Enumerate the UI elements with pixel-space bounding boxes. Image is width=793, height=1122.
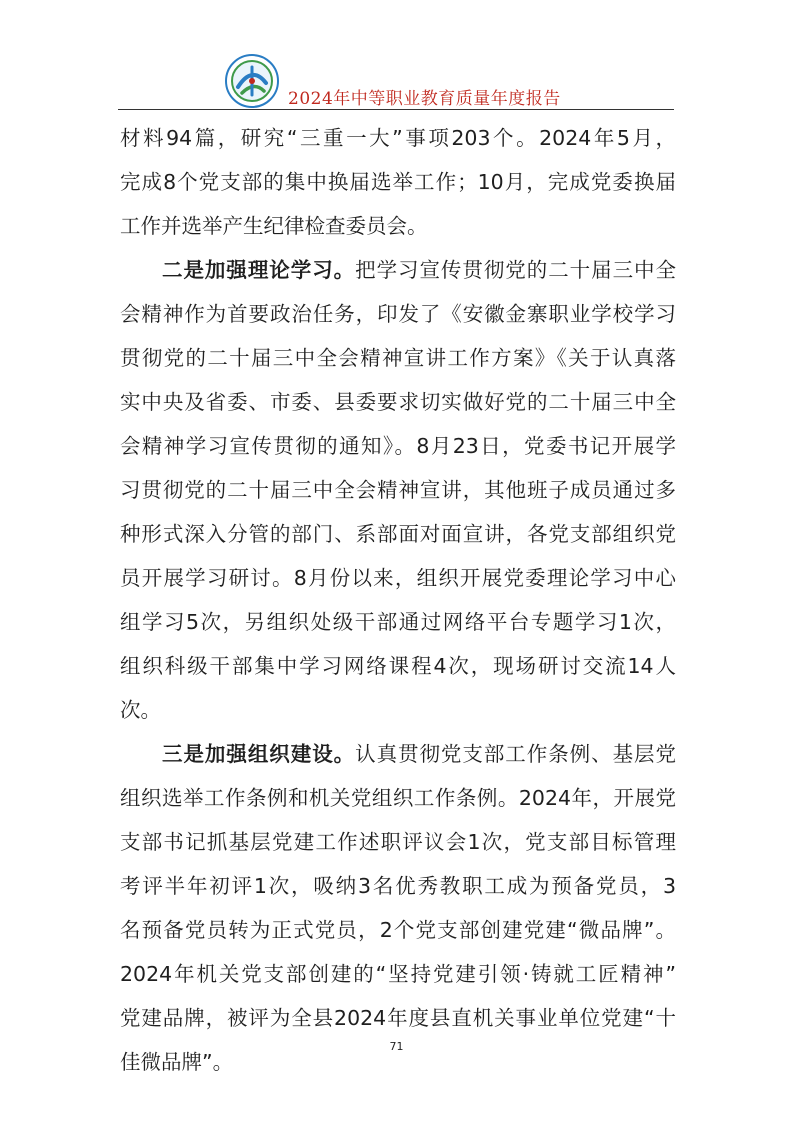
p2-line-10: 组织科级干部集中学习网络课程4次，现场研讨交流14人 [120,654,676,678]
report-title: 2024年中等职业教育质量年度报告 [288,89,561,109]
p3-heading: 三是加强组织建设。 [162,742,356,766]
page-number: 71 [389,1040,404,1053]
p2-line-7: 种形式深入分管的部门、系部面对面宣讲，各党支部组织党 [120,522,676,546]
p2-heading: 二是加强理论学习。 [162,258,356,282]
p2-line-4: 实中央及省委、市委、县委要求切实做好党的二十届三中全 [120,390,676,414]
page-header [0,0,793,112]
p3-line-5: 名预备党员转为正式党员，2个党支部创建党建“微品牌”。 [120,918,676,942]
p3-line-7: 党建品牌，被评为全县2024年度县直机关事业单位党建“十 [120,1006,676,1030]
p3-line-8: 佳微品牌”。 [120,1050,234,1074]
p2-line-8: 员开展学习研讨。8月份以来，组织开展党委理论学习中心 [120,566,676,590]
p3-line-2: 组织选举工作条例和机关党组织工作条例。2024年，开展党 [120,786,676,810]
p1-line-3: 工作并选举产生纪律检查委员会。 [120,214,428,238]
header-divider [118,109,674,110]
p2-line-11: 次。 [120,698,161,722]
p3-line-4: 考评半年初评1次，吸纳3名优秀教职工成为预备党员，3 [120,874,676,898]
p2-line-5: 会精神学习宣传贯彻的通知》。8月23日，党委书记开展学 [120,434,676,458]
p3-line-1-text: 认真贯彻党支部工作条例、基层党 [355,742,676,766]
p2-line-3: 贯彻党的二十届三中全会精神宣讲工作方案》《关于认真落 [120,346,676,370]
p2-line-9: 组学习5次，另组织处级干部通过网络平台专题学习1次， [120,610,676,634]
p3-line-1 [162,732,676,776]
school-emblem-icon [224,53,280,109]
p3-line-3: 支部书记抓基层党建工作述职评议会1次，党支部目标管理 [120,830,676,854]
p3-line-6: 2024年机关党支部创建的“坚持党建引领·铸就工匠精神” [120,962,676,986]
p2-line-1 [162,248,676,292]
p2-line-2: 会精神作为首要政治任务，印发了《安徽金寨职业学校学习 [120,302,676,326]
p2-line-1-text: 把学习宣传贯彻党的二十届三中全 [355,258,676,282]
p1-line-2: 完成8个党支部的集中换届选举工作；10月，完成党委换届 [120,170,676,194]
p2-line-6: 习贯彻党的二十届三中全会精神宣讲，其他班子成员通过多 [120,478,676,502]
p1-line-1: 材料94篇，研究“三重一大”事项203个。2024年5月， [120,126,676,150]
